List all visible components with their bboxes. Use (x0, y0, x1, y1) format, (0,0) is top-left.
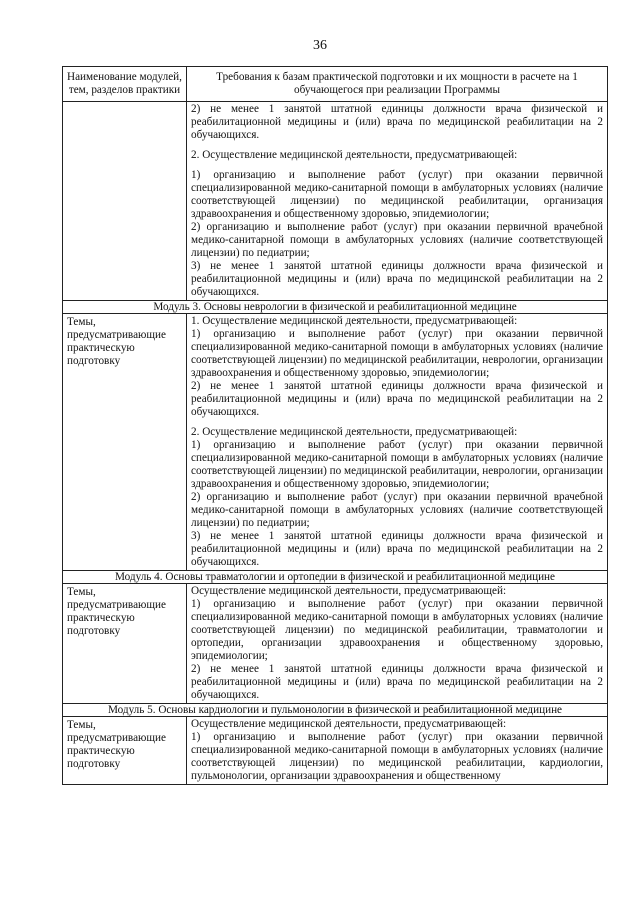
header-col-requirements: Требования к базам практической подготовки и их мощности в расчете на 1 обучающегося при реализации Программы (187, 67, 608, 102)
content-line: 1) организацию и выполнение работ (услуг) при оказании первичной специализированной медико-санитарной помощи в амбулаторных условиях (наличие соответствующей лицензии) по медицинской реабилитации, травматологии и ортопедии, организации здравоохранения и общественному здоровью, эпидемиологии; (191, 598, 603, 662)
module-5-title-row (63, 704, 608, 717)
module-4-content (187, 584, 608, 704)
content-paragraph (191, 718, 603, 783)
content-line: 2) организацию и выполнение работ (услуг) при оказании первичной врачебной медико-санитарной помощи в амбулаторных условиях (наличие соответствующей лицензии) по педиатрии; (191, 491, 603, 529)
content-line: 1. Осуществление медицинской деятельности, предусматривающей: (191, 315, 518, 327)
content-paragraph (191, 149, 603, 162)
content-line: Осуществление медицинской деятельности, предусматривающей: (191, 718, 507, 730)
content-paragraph (191, 585, 603, 702)
module-5-content (187, 717, 608, 785)
content-line: Осуществление медицинской деятельности, предусматривающей: (191, 585, 507, 597)
content-line: 2. Осуществление медицинской деятельности, предусматривающей: (191, 149, 518, 161)
module-5-label: Темы, предусматривающие практическую подготовку (63, 717, 187, 785)
module-3-title: Модуль 3. Основы неврологии в физической и реабилитационной медицине (63, 301, 608, 314)
content-line: 1) организацию и выполнение работ (услуг) при оказании первичной специализированной медико-санитарной помощи в амбулаторных условиях (наличие соответствующей лицензии) по медицинской реабилитации, организация здравоохранения и общественному здоровью, эпидемиологии; (191, 169, 603, 220)
content-line: 2) не менее 1 занятой штатной единицы должности врача физической и реабилитационной медицины и (или) врача по медицинской реабилитации на 2 обучающихся. (191, 103, 603, 141)
header-col-modules: Наименование модулей, тем, разделов практики (63, 67, 187, 102)
content-line: 1) организацию и выполнение работ (услуг) при оказании первичной специализированной медико-санитарной помощи в амбулаторных условиях (наличие соответствующей лицензии) по медицинской реабилитации, неврологии, организации здравоохранения и общественному здоровью, эпидемиологии; (191, 439, 603, 490)
content-paragraph (191, 103, 603, 142)
content-paragraph (191, 426, 603, 569)
module-4-title: Модуль 4. Основы травматологии и ортопедии в физической и реабилитационной медицине (63, 571, 608, 584)
content-line: 2) организацию и выполнение работ (услуг) при оказании первичной врачебной медико-санитарной помощи в амбулаторных условиях (наличие соответствующей лицензии) по педиатрии; (191, 221, 603, 259)
content-paragraph (191, 169, 603, 299)
module-4-row (63, 584, 608, 704)
module-3-row (63, 314, 608, 571)
content-paragraph (191, 315, 603, 419)
continuation-label (63, 102, 187, 301)
content-line: 2) не менее 1 занятой штатной единицы должности врача физической и реабилитационной медицины и (или) врача по медицинской реабилитации на 2 обучающихся. (191, 380, 603, 418)
content-line: 2. Осуществление медицинской деятельности, предусматривающей: (191, 426, 518, 438)
content-line: 1) организацию и выполнение работ (услуг) при оказании первичной специализированной медико-санитарной помощи в амбулаторных условиях (наличие соответствующей лицензии) по медицинской реабилитации, кардиологии, пульмонологии, организации здравоохранения и общественному (191, 731, 603, 782)
page-number: 36 (313, 38, 327, 53)
module-5-row (63, 717, 608, 785)
module-3-label: Темы, предусматривающие практическую подготовку (63, 314, 187, 571)
module-3-content (187, 314, 608, 571)
content-line: 1) организацию и выполнение работ (услуг) при оказании первичной специализированной медико-санитарной помощи в амбулаторных условиях (наличие соответствующей лицензии) по медицинской реабилитации, неврологии, организации здравоохранения и общественному здоровью, эпидемиологии; (191, 328, 603, 379)
module-4-label: Темы, предусматривающие практическую подготовку (63, 584, 187, 704)
module-3-title-row (63, 301, 608, 314)
content-line: 3) не менее 1 занятой штатной единицы должности врача физической и реабилитационной медицины и (или) врача по медицинской реабилитации на 2 обучающихся. (191, 530, 603, 568)
requirements-table (62, 66, 608, 785)
content-line: 2) не менее 1 занятой штатной единицы должности врача физической и реабилитационной медицины и (или) врача по медицинской реабилитации на 2 обучающихся. (191, 663, 603, 701)
continuation-row (63, 102, 608, 301)
module-5-title: Модуль 5. Основы кардиологии и пульмонологии в физической и реабилитационной медицине (63, 704, 608, 717)
module-4-title-row (63, 571, 608, 584)
continuation-content (187, 102, 608, 301)
table-header-row (63, 67, 608, 102)
content-line: 3) не менее 1 занятой штатной единицы должности врача физической и реабилитационной медицины и (или) врача по медицинской реабилитации на 2 обучающихся. (191, 260, 603, 298)
